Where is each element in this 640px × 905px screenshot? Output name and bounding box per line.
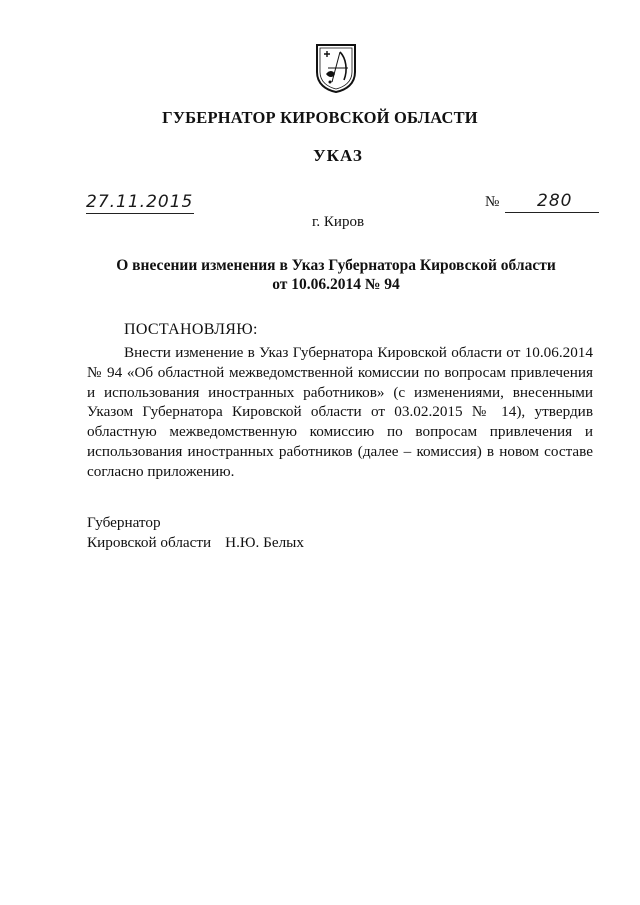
date-field (86, 189, 194, 214)
coat-of-arms-icon (314, 42, 358, 94)
number-underline (505, 188, 599, 213)
decree-paragraph: Внести изменение в Указ Губернатора Кировской области от 10.06.2014 № 94 «Об областной межведомственной комиссии по вопросам привлечения и использования иностранных работников» (с изменениями, внесенными Указом Губернатора Кировской области от 03.02.2015 № 14), утвердив областную межведомственную комиссию по вопросам привлечения и использования иностранных работников (далее – комиссия) в новом составе согласно приложению. (87, 344, 593, 480)
signatory-name: Н.Ю. Белых (225, 534, 304, 551)
document-type: УКАЗ (313, 146, 363, 165)
subject-line-1: О внесении изменения в Указ Губернатора Кировской области (116, 257, 556, 274)
handwritten-number: 280 (537, 191, 573, 211)
number-sign: № (485, 194, 500, 210)
subject-line-2: от 10.06.2014 № 94 (272, 276, 400, 293)
issuing-authority: ГУБЕРНАТОР КИРОВСКОЙ ОБЛАСТИ (162, 108, 478, 127)
number-field (485, 189, 599, 213)
document-subject (96, 256, 576, 294)
signature-block (87, 513, 304, 553)
signatory-title-line-1: Губернатор (87, 514, 161, 531)
handwritten-date: 27.11.2015 (86, 192, 194, 212)
signatory-row (87, 533, 304, 553)
city-line: г. Киров (311, 214, 365, 230)
decree-heading: ПОСТАНОВЛЯЮ: (124, 321, 258, 338)
signatory-title-line-2: Кировской области (87, 534, 212, 551)
